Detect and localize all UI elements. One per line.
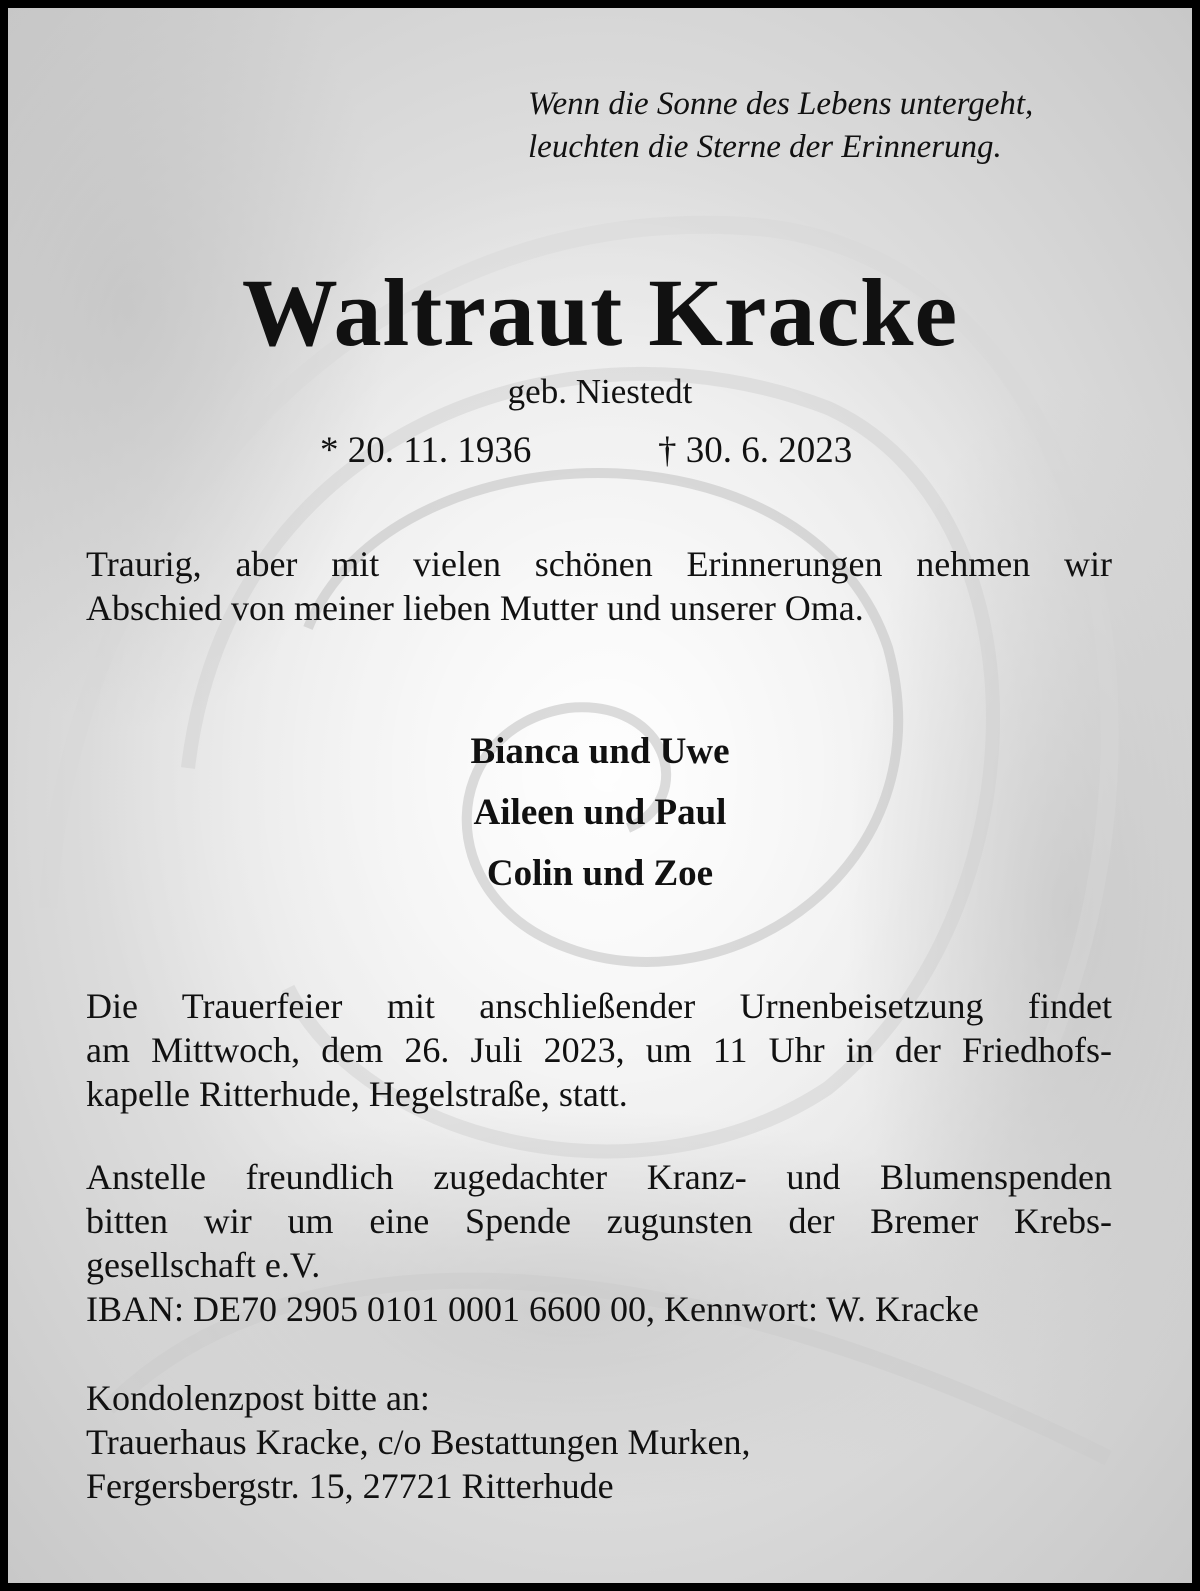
text-line: gesellschaft e.V. [86, 1245, 321, 1285]
ceremony-text [86, 984, 1112, 1116]
text-line: bitten wir um eine Spende zugunsten der Bremer Krebs- [86, 1201, 1112, 1241]
condolence-address [86, 1376, 1112, 1508]
mourner-name: Aileen und Paul [473, 792, 727, 833]
text-line: Die Trauerfeier mit anschließender Urnenbeisetzung findet [86, 986, 1112, 1026]
deceased-name: Waltraut Kracke [241, 259, 959, 366]
text-line: Traurig, aber mit vielen schönen Erinnerungen nehmen wir [86, 544, 1112, 584]
text-line: am Mittwoch, dem 26. Juli 2023, um 11 Uhr in der Friedhofs- [86, 1030, 1112, 1070]
text-line: Kondolenzpost bitte an: [86, 1378, 430, 1418]
text-line: Abschied von meiner lieben Mutter und unserer Oma. [86, 588, 864, 628]
farewell-text [86, 542, 1112, 630]
text-line: kapelle Ritterhude, Hegelstraße, statt. [86, 1074, 628, 1114]
text-line: Fergersbergstr. 15, 27721 Ritterhude [86, 1466, 614, 1506]
birth-date: * 20. 11. 1936 [320, 430, 532, 471]
mourner-name: Colin und Zoe [486, 853, 714, 894]
text-line: Trauerhaus Kracke, c/o Bestattungen Murken, [86, 1422, 751, 1462]
motto-line: Wenn die Sonne des Lebens untergeht, [528, 86, 1034, 122]
death-date: † 30. 6. 2023 [658, 430, 853, 471]
motto-line: leuchten die Sterne der Erinnerung. [528, 129, 1002, 165]
mourners-list [8, 721, 1192, 904]
iban-line: IBAN: DE70 2905 0101 0001 6600 00, Kennwort: W. Kracke [86, 1289, 979, 1329]
text-line: Anstelle freundlich zugedachter Kranz- und Blumenspenden [86, 1157, 1112, 1197]
donation-text [86, 1155, 1112, 1331]
mourner-name: Bianca und Uwe [470, 731, 730, 772]
motto-quote [528, 83, 1148, 169]
maiden-name: geb. Niestedt [507, 372, 693, 411]
